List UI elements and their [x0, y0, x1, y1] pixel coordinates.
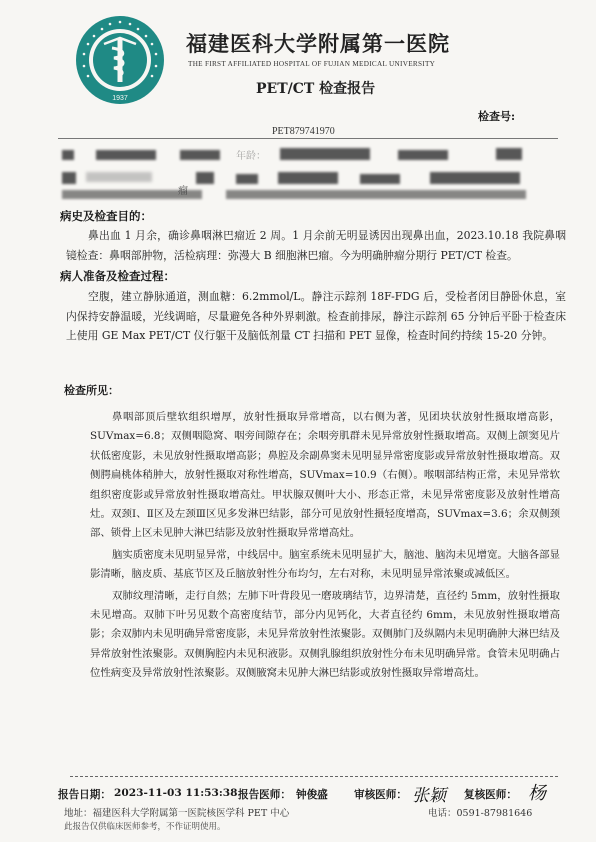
findings-paragraph: 双肺纹理清晰，走行自然；左肺下叶背段见一磨玻璃结节，边界清楚，直径约 5mm，放射性摄取未见增高。双肺下叶另见数个高密度结节，部分内见钙化，大者直径约 6mm，未见放射性摄取增高影；余双肺内未见明确异常密度影，未见异常放射性浓聚影。双侧肺门及纵隔内未见明确肿大淋巴结及异常放射性浓聚影。双侧胸腔内未见积液影。双侧乳腺组织放射性分布未见明确异常。食管未见明确占位性病变及异常放射性浓聚影。双侧腋窝未见肿大淋巴结影或放射性摄取异常增高灶。 [90, 589, 560, 680]
history-text [66, 226, 566, 265]
redacted-block [180, 150, 220, 160]
findings-heading: 检查所见： [64, 384, 119, 397]
logo-year: 1937 [112, 95, 128, 102]
redacted-block [86, 172, 152, 182]
rechecker-signature: 杨 [528, 783, 546, 804]
hospital-logo-icon [74, 14, 166, 106]
redacted-block [280, 148, 370, 160]
report-title: PET/CT 检查报告 [256, 81, 376, 97]
footer-divider [70, 776, 558, 777]
rechecker-label: 复核医师： [464, 789, 517, 801]
prep-heading: 病人准备及检查过程： [60, 269, 175, 283]
findings-paragraph: 脑实质密度未见明显异常，中线居中。脑室系统未见明显扩大，脑池、脑沟未见增宽。大脑各部显影清晰，脑皮质、基底节区及丘脑放射性分布均匀，左右对称，未见明显异常浓聚或减低区。 [90, 548, 560, 581]
history-heading: 病史及检查目的： [60, 209, 152, 223]
exam-number-label: 检查号: [478, 110, 516, 123]
reviewer-label: 审核医师： [354, 789, 407, 801]
patient-age-label: 年龄： [236, 151, 266, 162]
pet-id: PET879741970 [272, 126, 335, 137]
redacted-block [96, 150, 156, 160]
redacted-block [278, 172, 338, 184]
redacted-block [398, 150, 448, 160]
reviewer-signature: 张颖 [412, 786, 446, 806]
findings-paragraph: 鼻咽部顶后壁软组织增厚，放射性摄取异常增高，以右侧为著，见团块状放射性摄取增高影，SUVmax=6.8；双侧咽隐窝、咽旁间隙存在；余咽旁肌群未见异常放射性摄取增高。双侧上颌窦见片状低密度影，未见放射性摄取增高影；鼻腔及余副鼻窦未见明显异常密度影或异常放射性摄取增高。双侧腭扁桃体稍肿大，放射性摄取对称性增高，SUVmax=10.9（右侧）。喉咽部结构正常，未见异常软组织密度影或异常放射性摄取增高灶。甲状腺双侧叶大小、形态正常，未见异常密度影及放射性增高灶。双颈Ⅰ、Ⅱ区及左颈Ⅲ区见多发淋巴结影，部分可见放射性摄轻度增高，SUVmax=3.6；余双侧颈部、锁骨上区未见肿大淋巴结影及放射性摄取异常增高灶。 [90, 411, 560, 540]
findings-body [90, 408, 560, 686]
address: 地址：福建医科大学附属第一医院核医学科 PET 中心 [64, 808, 290, 819]
redacted-block [430, 172, 520, 184]
redacted-block [62, 150, 74, 160]
header-divider [58, 138, 558, 139]
prep-body: 空腹，建立静脉通道，测血糖：6.2mmol/L。静注示踪剂 18F-FDG 后，受检者闭目静卧休息，室内保持安静温暖，光线调暗，尽量避免各种外界刺激。检查前排尿，静注示踪剂 65 分钟后平卧于检查床上使用 GE Max PET/CT 仪行躯干及脑低剂量 CT 扫描和 PET 显像，检查时间约持续 15-20 分钟。 [66, 290, 566, 342]
redacted-block [196, 172, 214, 184]
hospital-name-en: THE FIRST AFFILIATED HOSPITAL OF FUJIAN MEDICAL UNIVERSITY [188, 60, 436, 68]
redacted-block [226, 190, 526, 199]
redacted-block [496, 148, 522, 160]
report-date: 2023-11-03 11:53:38 [114, 787, 238, 799]
disclaimer: 此报告仅供临床医师参考，不作证明使用。 [64, 822, 226, 832]
redacted-block [62, 172, 76, 184]
phone: 电话：0591-87981646 [428, 808, 533, 819]
redacted-block [360, 174, 400, 184]
reporter-label: 报告医师： [238, 789, 291, 801]
redacted-block [236, 174, 258, 184]
redacted-block [62, 190, 202, 199]
report-date-label: 报告日期： [58, 789, 111, 801]
history-body: 鼻出血 1 月余，确诊鼻咽淋巴瘤近 2 周。1 月余前无明显诱因出现鼻出血，2023.10.18 我院鼻咽镜检查：鼻咽部肿物，活检病理：弥漫大 B 细胞淋巴瘤。今为明确肿瘤分期行 PET/CT 检查。 [66, 229, 566, 262]
reporter-name: 钟俊盛 [296, 789, 328, 801]
prep-text [66, 287, 566, 346]
hospital-name-cn: 福建医科大学附属第一医院 [186, 31, 450, 56]
